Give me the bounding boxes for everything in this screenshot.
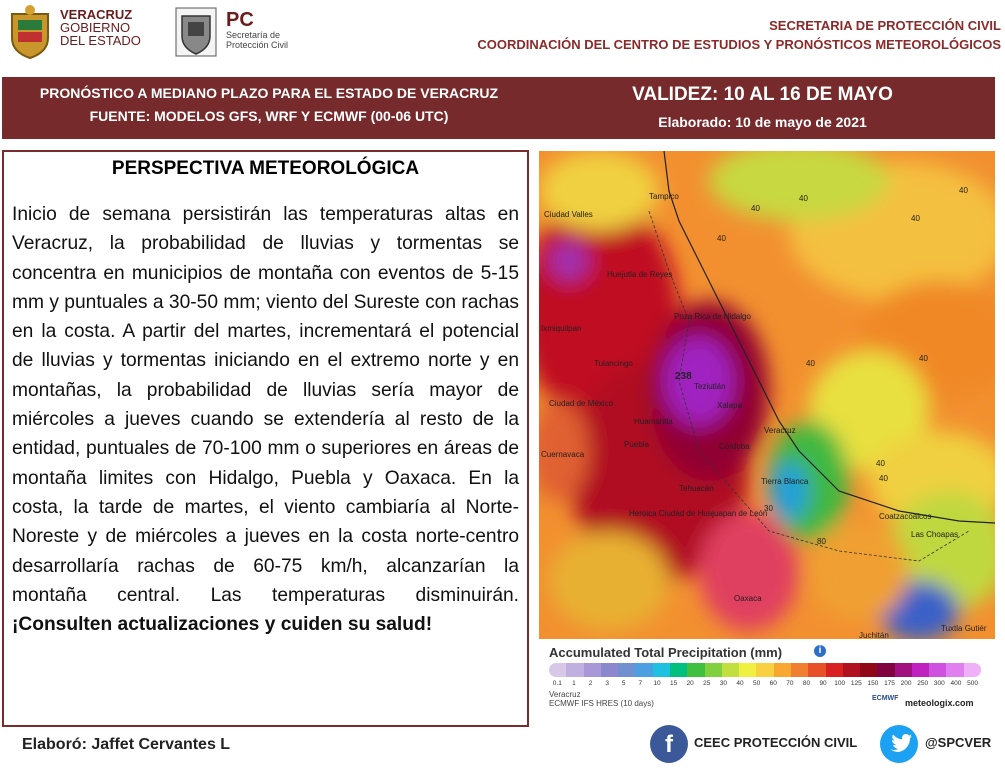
legend-title: Accumulated Total Precipitation (mm) bbox=[549, 645, 783, 660]
legend-swatch bbox=[584, 663, 601, 677]
contour-label: 40 bbox=[799, 194, 808, 203]
city-tampico: Tampico bbox=[649, 192, 679, 201]
legend-tick: 175 bbox=[884, 680, 895, 687]
legend-swatch bbox=[687, 663, 704, 677]
city-cuernavaca: Cuernavaca bbox=[541, 450, 585, 459]
facebook-icon[interactable]: f bbox=[650, 725, 688, 763]
city-teziutlan: Teziutlán bbox=[694, 382, 726, 391]
elaborated-date: Elaborado: 10 de mayo de 2021 bbox=[658, 114, 867, 130]
coordinacion-title: COORDINACIÓN DEL CENTRO DE ESTUDIOS Y PRONÓSTICOS METEOROLÓGICOS bbox=[477, 37, 1001, 52]
legend-tick: 125 bbox=[850, 680, 862, 687]
legend-tick: 100 bbox=[834, 680, 846, 687]
info-icon[interactable]: i bbox=[814, 645, 826, 657]
panel-closing-text: ¡Consulten actualizaciones y cuiden su salud! bbox=[12, 614, 433, 636]
city-veracruz: Veracruz bbox=[764, 426, 796, 435]
legend-tick: 2 bbox=[588, 680, 593, 687]
city-huamantla: Huamantla bbox=[634, 417, 673, 426]
legend-swatch bbox=[826, 663, 843, 677]
contour-label: 80 bbox=[817, 537, 826, 546]
forecast-title: PRONÓSTICO A MEDIANO PLAZO PARA EL ESTADO DE VERACRUZ bbox=[39, 85, 499, 101]
city-coatzacoalcos: Coatzacoalcos bbox=[879, 512, 932, 521]
veracruz-coat-of-arms-logo bbox=[6, 4, 54, 60]
contour-label: 40 bbox=[806, 359, 815, 368]
legend-swatch bbox=[705, 663, 722, 677]
panel-body-text: Inicio de semana persistirán las temperaturas altas en Veracruz, la probabilidad de lluvias y tormentas se concentra en municipios de montaña con eventos de 5-15 mm y puntuales a 30-50 mm; viento del Sureste con rachas en la costa. A partir del martes, incrementará el potencial de lluvias y tormentas iniciando en el extremo norte y en montañas, la probabilidad de lluvias sería mayor de miércoles a jueves cuando se extendería al resto de la entidad, puntuales de 70-100 mm o superiores en áreas de montaña limites con Hidalgo, Puebla y Oaxaca. En la costa, la tarde de martes, el viento cambiaría al Norte-Noreste y de miércoles a jueves en la costa norte-centro desarrollaría rachas de 60-75 km/h, alcanzarían la montaña central. Las temperaturas disminuirán. bbox=[12, 204, 519, 606]
ecmwf-logo: ECMWF bbox=[872, 695, 899, 702]
legend-swatch bbox=[722, 663, 739, 677]
legend-region: Veracruz bbox=[549, 690, 581, 699]
contour-label: 40 bbox=[879, 474, 888, 483]
legend-tick: 15 bbox=[669, 680, 678, 687]
pc-text-block bbox=[226, 10, 288, 50]
city-oaxaca: Oaxaca bbox=[734, 594, 762, 603]
city-juchitan: Juchitán bbox=[859, 631, 889, 639]
legend-swatch bbox=[635, 663, 652, 677]
legend-tick: 30 bbox=[719, 680, 728, 687]
legend-swatch bbox=[618, 663, 635, 677]
panel-body bbox=[12, 200, 519, 639]
contour-label: 40 bbox=[911, 214, 920, 223]
legend-tick: 3 bbox=[605, 680, 609, 687]
legend-swatch bbox=[670, 663, 687, 677]
city-poza-rica: Poza Rica de Hidalgo bbox=[674, 312, 751, 321]
contour-label: 40 bbox=[717, 234, 726, 243]
legend-tick: 200 bbox=[900, 680, 912, 687]
legend-tick: 300 bbox=[933, 680, 945, 687]
veracruz-line-2: GOBIERNO bbox=[60, 20, 131, 35]
legend-swatch bbox=[739, 663, 756, 677]
legend-tick: 50 bbox=[753, 680, 761, 687]
legend-model: ECMWF IFS HRES (10 days) bbox=[549, 699, 654, 708]
validity-date: VALIDEZ: 10 AL 16 DE MAYO bbox=[632, 84, 893, 105]
legend-tick: 250 bbox=[917, 680, 929, 687]
legend-swatch bbox=[895, 663, 912, 677]
legend-swatch bbox=[549, 663, 566, 677]
legend-tick: 25 bbox=[703, 680, 711, 687]
legend-swatch bbox=[601, 663, 618, 677]
city-puebla: Puebla bbox=[624, 440, 649, 449]
legend-tick: 1 bbox=[572, 680, 576, 687]
legend-source bbox=[549, 690, 654, 708]
legend-tick: 500 bbox=[967, 680, 978, 687]
legend-swatch bbox=[808, 663, 825, 677]
legend-swatch bbox=[964, 663, 981, 677]
pc-title: PC bbox=[226, 9, 254, 31]
legend-swatch bbox=[774, 663, 791, 677]
legend-swatch bbox=[946, 663, 963, 677]
legend-tick: 5 bbox=[621, 680, 626, 687]
city-tehuacan: Tehuacán bbox=[679, 484, 714, 493]
legend-swatch bbox=[653, 663, 670, 677]
legend-tick: 20 bbox=[686, 680, 694, 687]
precipitation-map bbox=[539, 151, 995, 639]
city-tierra-blanca: Tierra Blanca bbox=[761, 477, 809, 486]
secretaria-title: SECRETARIA DE PROTECCIÓN CIVIL bbox=[769, 18, 1001, 33]
city-las-choapas: Las Choapas bbox=[911, 530, 959, 539]
contour-label: 30 bbox=[764, 504, 773, 513]
legend-ticks bbox=[549, 680, 981, 687]
legend-swatch bbox=[843, 663, 860, 677]
facebook-label[interactable]: CEEC PROTECCIÓN CIVIL bbox=[694, 735, 858, 750]
banner-left bbox=[14, 82, 524, 128]
meteologix-logo: meteologix.com bbox=[905, 698, 974, 708]
contour-label: 40 bbox=[919, 354, 928, 363]
banner-right bbox=[610, 80, 915, 134]
panel-title: PERSPECTIVA METEOROLÓGICA bbox=[111, 158, 420, 179]
legend-swatch bbox=[791, 663, 808, 677]
legend-tick: 150 bbox=[867, 680, 879, 687]
city-cordoba: Córdoba bbox=[719, 442, 750, 451]
city-ixmiquilpan: Ixmiquilpan bbox=[541, 324, 582, 333]
city-huejutla: Huejutla de Reyes bbox=[607, 270, 673, 279]
pc-subtitle-2: Protección Civil bbox=[226, 40, 289, 50]
legend-swatch bbox=[756, 663, 773, 677]
legend-swatch bbox=[912, 663, 929, 677]
city-cdmx: Ciudad de México bbox=[549, 399, 614, 408]
legend-tick: 7 bbox=[638, 680, 643, 687]
legend-tick: 400 bbox=[950, 680, 962, 687]
twitter-label[interactable]: @SPCVER bbox=[925, 735, 992, 750]
veracruz-line-3: DEL ESTADO bbox=[60, 33, 141, 48]
city-tulancingo: Tulancingo bbox=[594, 359, 633, 368]
legend-tick: 60 bbox=[769, 680, 777, 687]
legend-swatch bbox=[929, 663, 946, 677]
city-xalapa: Xalapa bbox=[717, 401, 742, 410]
header-institution-lines bbox=[477, 16, 1001, 54]
legend-tick: 70 bbox=[786, 680, 794, 687]
twitter-icon[interactable] bbox=[880, 725, 918, 763]
legend-tick: 10 bbox=[653, 680, 661, 687]
city-tuxtla: Tuxtla Gutiér bbox=[941, 624, 987, 633]
city-huajuapan: Heroica Ciudad de Huajuapan de León bbox=[629, 509, 768, 518]
contour-label: 40 bbox=[876, 459, 885, 468]
contour-label: 40 bbox=[751, 204, 760, 213]
legend-swatch bbox=[566, 663, 583, 677]
veracruz-line-1: VERACRUZ bbox=[60, 7, 133, 22]
legend-tick: 40 bbox=[736, 680, 744, 687]
legend-swatch bbox=[860, 663, 877, 677]
veracruz-government-text bbox=[60, 8, 141, 47]
max-value-label: 238 bbox=[675, 371, 692, 382]
city-ciudad-valles: Ciudad Valles bbox=[544, 210, 593, 219]
contour-label: 40 bbox=[959, 186, 968, 195]
proteccion-civil-logo bbox=[172, 4, 220, 60]
forecast-source: FUENTE: MODELOS GFS, WRF Y ECMWF (00-06 UTC) bbox=[89, 108, 449, 124]
legend-color-scale bbox=[549, 663, 981, 677]
pc-subtitle-1: Secretaría de bbox=[226, 30, 281, 40]
author-credit: Elaboró: Jaffet Cervantes L bbox=[22, 736, 231, 753]
legend-tick: 0.1 bbox=[552, 680, 562, 687]
legend-tick: 80 bbox=[802, 680, 811, 687]
legend-tick: 90 bbox=[819, 680, 827, 687]
legend-swatch bbox=[877, 663, 894, 677]
